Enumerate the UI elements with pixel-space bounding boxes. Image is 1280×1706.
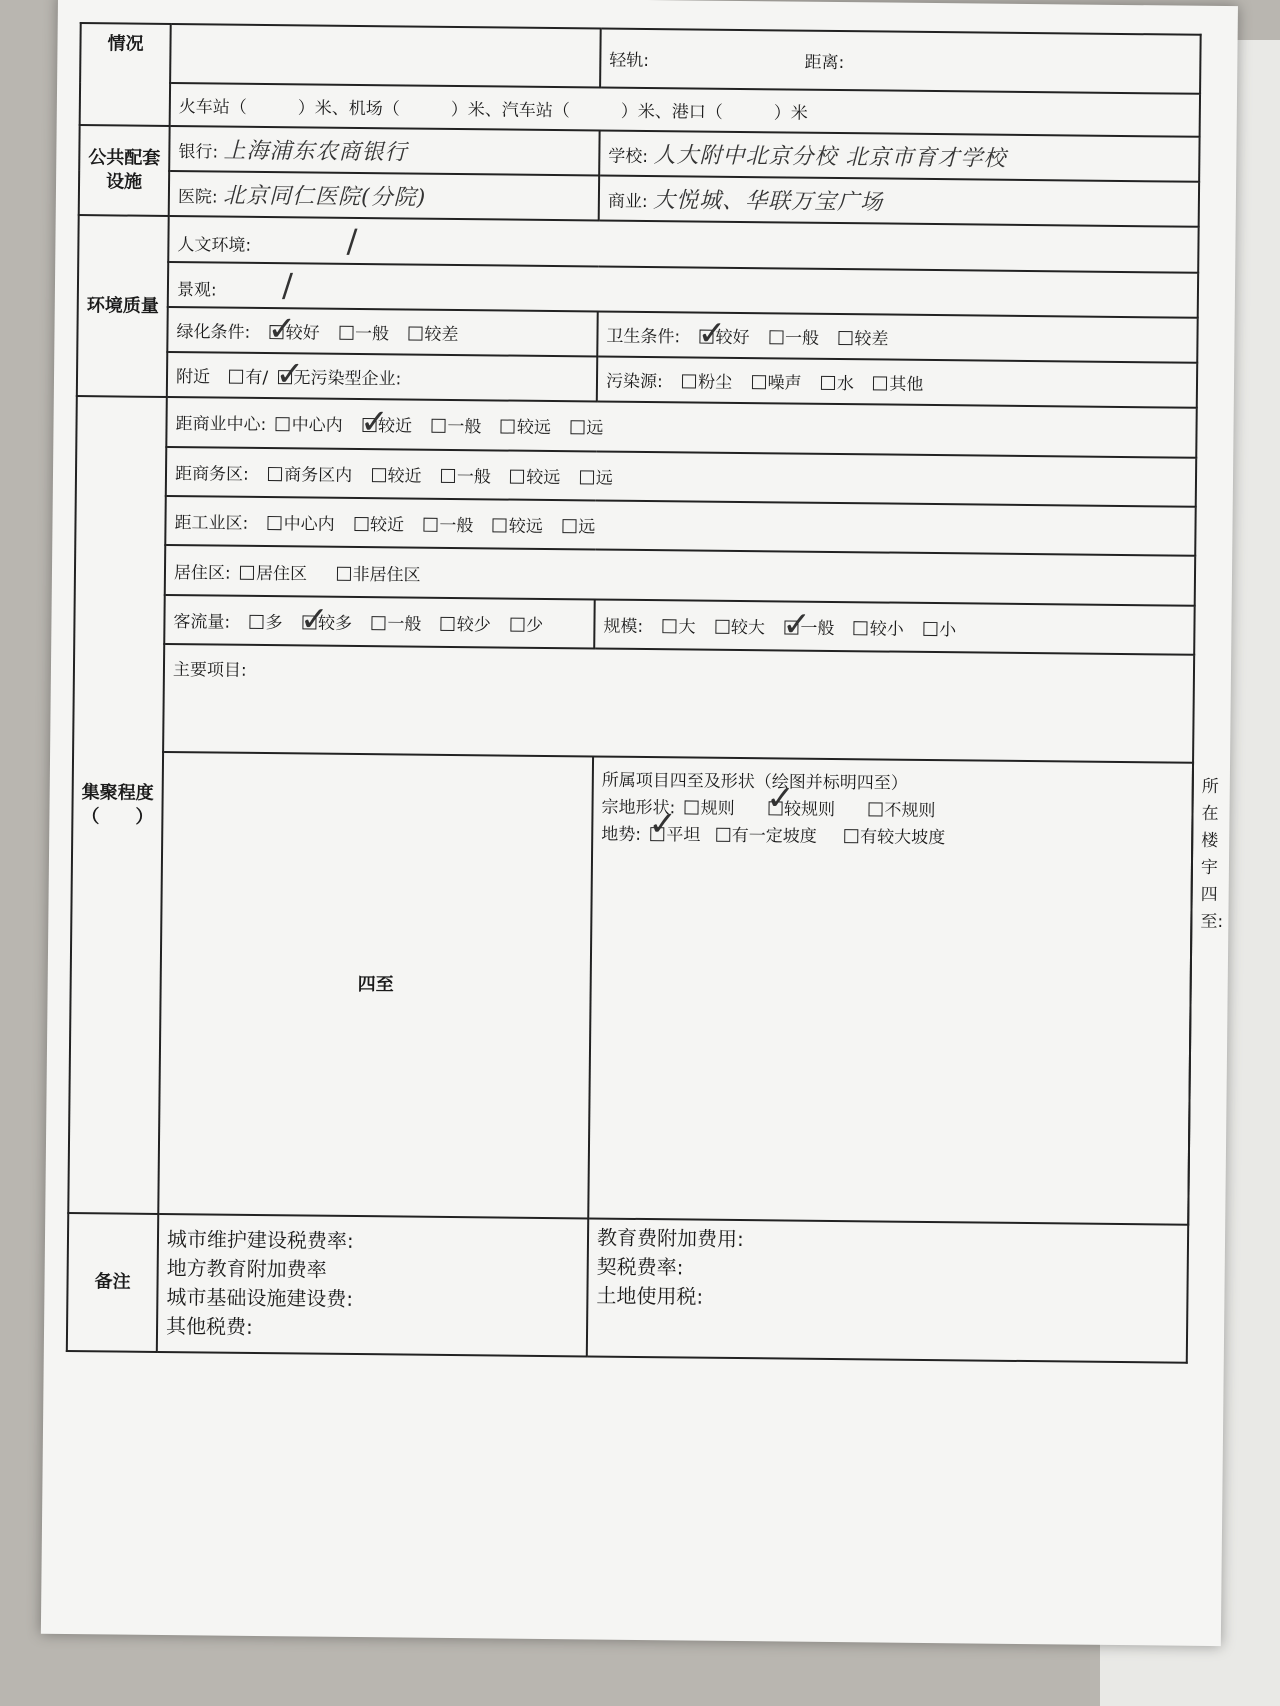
sanitation-cell [597,311,1197,362]
checkbox-icon [854,621,868,635]
landscape-label: 景观: [176,280,217,301]
transport-line: 火车站（ ）米、机场（ ）米、汽车站（ ）米、港口（ ）米 [178,97,808,124]
terrain-row [601,821,1183,854]
traffic-option[interactable]: 多 [249,613,282,633]
business-district-option[interactable]: 较远 [510,467,560,488]
scale-cell [594,599,1194,655]
greening-label: 绿化条件: [176,321,251,343]
scale-option[interactable]: 较小 [854,619,904,640]
nearby-option[interactable]: 无污染型企业: ✓ [277,368,401,389]
checkbox-icon [682,374,696,388]
school-cell [599,131,1199,182]
shape-option[interactable]: 规则 [685,798,735,819]
main-project-label: 主要项目: [172,660,247,682]
school-value: 人大附中北京分校 北京市育才学校 [653,143,1007,172]
sanitation-option[interactable]: 较差 [838,329,888,350]
checkbox-icon [510,618,524,632]
checkbox-icon [873,376,887,390]
remark-line: 教育费附加费用: [596,1225,744,1252]
traffic-label: 客流量: [173,612,231,633]
industrial-option[interactable]: 中心内 [268,514,335,535]
situation-category: 情况 [80,23,171,126]
checkbox-icon [240,565,254,579]
biz-center-label: 距商业中心: [175,414,267,436]
checkbox-icon [493,519,507,533]
residential-option[interactable]: 非居住区 [336,564,420,585]
bank-cell [169,126,599,176]
checkbox-icon [276,417,290,431]
scale-option[interactable]: 小 [923,620,956,640]
greening-option[interactable]: 较好 ✓ [270,323,320,344]
nearby-label: 附近 [175,367,211,388]
commerce-value: 大悦城、华联万宝广场 [652,188,884,216]
business-district-option[interactable]: 较近 [371,466,421,487]
business-district-option[interactable]: 商务区内 [268,465,352,486]
checkbox-icon [784,621,798,635]
checkbox-icon [570,421,584,435]
sanitation-option[interactable]: 一般 [769,328,819,349]
checkbox-icon [268,467,282,481]
building-boundaries-title: 所在楼宇四至: [1200,776,1224,932]
greening-option[interactable]: 较差 [408,324,458,345]
humanity-slash-mark: / [346,221,358,261]
traffic-option[interactable]: 少 [510,616,543,636]
traffic-option[interactable]: 较少 [441,615,491,636]
nearby-option[interactable]: 有/ [229,368,268,388]
checkbox-icon [700,329,714,343]
checkbox-icon [270,325,284,339]
project-boundaries-title: 所属项目四至及形状（绘图并标明四至） [601,770,908,794]
scale-option[interactable]: 一般 ✓ [784,619,834,640]
residential-label: 居住区: [173,562,231,584]
checkbox-icon [751,375,765,389]
checkbox-icon [769,330,783,344]
residential-option[interactable]: 居住区 [240,563,307,584]
shape-option[interactable]: 不规则 [868,800,935,821]
situation-blank-cell [170,24,601,88]
pollution-option[interactable]: 噪声 [751,373,801,394]
greening-option[interactable]: 一般 [339,324,389,345]
property-survey-form [66,22,1224,1364]
checkbox-icon [510,469,524,483]
checkbox-icon [768,801,782,815]
checkbox-icon [716,828,730,842]
checkbox-icon [923,622,937,636]
agglomeration-category: 集聚程度 （ ） [68,396,167,1214]
pollution-option[interactable]: 水 [821,374,854,394]
pollution-cell [597,356,1197,407]
environment-category: 环境质量 [77,216,169,398]
remark-line: 地方教育附加费率 [166,1256,327,1282]
checkbox-icon [441,617,455,631]
scale-option[interactable]: 大 [662,617,695,637]
traffic-option[interactable]: 一般 [371,614,421,635]
checkbox-icon [339,326,353,340]
commerce-label: 商业: [607,191,648,213]
greening-cell [167,307,597,357]
sanitation-option[interactable]: 较好 ✓ [700,327,750,348]
traffic-cell [164,595,594,649]
scale-label: 规模: [603,616,644,638]
checkbox-icon [431,419,445,433]
checkbox-icon [580,470,594,484]
remark-line: 其他税费: [165,1314,253,1340]
traffic-option[interactable]: 较多 ✓ [302,614,352,635]
pollution-option[interactable]: 其他 [873,374,923,395]
bank-label: 银行: [178,142,219,163]
checkbox-icon [562,519,576,533]
checkbox-icon [715,620,729,634]
remarks-category: 备注 [67,1213,158,1352]
checkbox-icon [844,829,858,843]
biz-center-option[interactable]: 远 [570,419,603,439]
boundaries-category: 四至 [158,752,593,1219]
terrain-option[interactable]: 有一定坡度 [716,826,817,847]
checkbox-icon [650,827,664,841]
bank-value: 上海浦东农商银行 [223,138,408,166]
checkbox-icon [336,566,350,580]
industrial-label: 距工业区: [174,513,249,535]
terrain-option[interactable]: 有较大坡度 [844,827,945,848]
checkbox-icon [663,619,677,633]
industrial-option[interactable]: 一般 [423,516,473,537]
industrial-option[interactable]: 远 [562,517,595,537]
sanitation-label: 卫生条件: [606,326,681,348]
business-district-option[interactable]: 远 [580,468,613,488]
public-facilities-category: 公共配套 设施 [79,125,170,216]
biz-center-option[interactable]: 一般 [431,417,481,438]
checkbox-icon [229,370,243,384]
distance-label: 距离: [804,52,845,74]
remarks-right-cell [587,1219,1188,1363]
checkbox-icon [302,616,316,630]
commerce-cell [599,176,1199,227]
shape-label: 宗地形状: [601,797,676,819]
light-rail-label: 轻轨: [609,50,650,72]
business-district-option[interactable]: 一般 [441,467,491,488]
scale-option[interactable]: 较大 [715,618,765,639]
remark-line: 土地使用税: [596,1283,704,1309]
checkbox-icon [278,370,292,384]
checkbox-icon [423,518,437,532]
checkbox-icon [501,420,515,434]
biz-center-option[interactable]: 中心内 [276,415,343,436]
remark-line: 城市维护建设税费率: [166,1227,354,1254]
checkbox-icon [268,516,282,530]
checkbox-icon [821,376,835,390]
biz-center-option[interactable]: 较远 [501,418,551,439]
checkbox-icon [250,615,264,629]
business-district-label: 距商务区: [174,463,249,485]
checkbox-icon [408,326,422,340]
hospital-label: 医院: [177,187,218,208]
terrain-label: 地势: [601,824,642,845]
industrial-option[interactable]: 较远 [493,517,543,538]
checkbox-icon [371,468,385,482]
nearby-cell [167,352,597,402]
checkbox-icon [868,802,882,816]
remarks-left-cell [157,1214,588,1356]
remark-line: 城市基础设施建设费: [166,1285,354,1312]
industrial-option[interactable]: 较近 [354,515,404,536]
pollution-option[interactable]: 粉尘 [682,372,732,393]
remark-line: 契税费率: [596,1254,684,1280]
light-rail-cell [600,29,1201,94]
checkbox-icon [371,616,385,630]
terrain-option[interactable]: 平坦 ✓ [650,825,700,846]
checkbox-icon [441,469,455,483]
school-label: 学校: [608,146,649,168]
pollution-label: 污染源: [605,371,663,393]
paper-sheet [41,0,1238,1646]
main-project-cell [163,644,1194,762]
project-boundaries-cell [588,756,1193,1225]
checkbox-icon [362,418,376,432]
checkbox-icon [838,331,852,345]
biz-center-option[interactable]: 较近 ✓ [362,416,412,437]
shape-option[interactable]: 较规则 ✓ [768,799,835,820]
hospital-cell [169,171,599,221]
humanity-label: 人文环境: [177,235,252,256]
checkbox-icon [685,800,699,814]
checkbox-icon [354,517,368,531]
hospital-value: 北京同仁医院(分院) [222,183,427,212]
landscape-slash-mark: / [281,266,294,305]
